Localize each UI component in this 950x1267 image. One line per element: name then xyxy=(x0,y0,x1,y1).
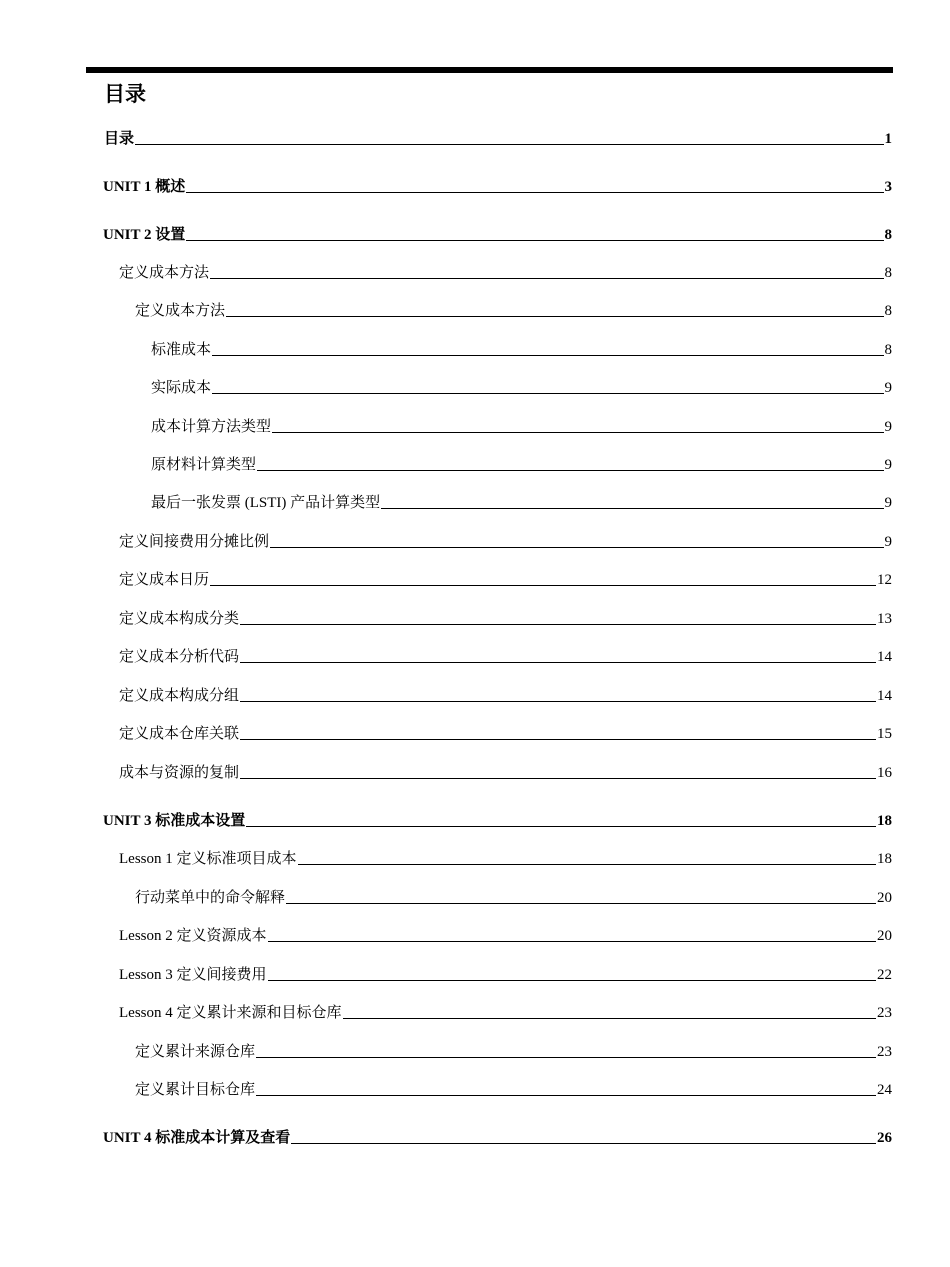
toc-entry-title: Lesson 2 定义资源成本 xyxy=(119,928,267,944)
toc-entry-title: UNIT 2 设置 xyxy=(103,227,186,243)
toc-entry-title: 定义成本分析代码 xyxy=(119,649,240,665)
toc-entry-title: Lesson 3 定义间接费用 xyxy=(119,967,267,983)
toc-entry-title: 定义成本仓库关联 xyxy=(119,726,240,742)
toc-entry-title: 定义成本方法 xyxy=(135,303,226,319)
toc-entry-page: 3 xyxy=(884,179,892,195)
toc-entry-page: 26 xyxy=(877,1130,892,1146)
toc-entry[interactable] xyxy=(103,224,892,244)
toc-entry-page: 8 xyxy=(884,303,892,319)
toc-leader xyxy=(210,585,876,586)
toc-leader xyxy=(240,778,876,779)
toc-entry-title: 成本计算方法类型 xyxy=(151,419,272,435)
toc-entry-title: 定义成本构成分组 xyxy=(119,688,240,704)
toc-leader xyxy=(268,980,877,981)
toc-entry-title: UNIT 3 标准成本设置 xyxy=(103,813,246,829)
toc-leader xyxy=(186,192,883,193)
toc-entry[interactable] xyxy=(119,723,892,743)
toc-entry-page: 14 xyxy=(877,688,892,704)
toc-leader xyxy=(298,864,877,865)
toc-entry-page: 24 xyxy=(877,1082,892,1098)
toc-leader xyxy=(212,355,883,356)
toc-entry[interactable] xyxy=(119,685,892,705)
toc-heading: 目录 xyxy=(104,82,146,106)
toc-entry-page: 15 xyxy=(877,726,892,742)
toc-entry-page: 23 xyxy=(877,1044,892,1060)
toc-entry[interactable] xyxy=(119,762,892,782)
toc-entry-page: 16 xyxy=(877,765,892,781)
toc-entry-page: 20 xyxy=(877,928,892,944)
toc-leader xyxy=(343,1018,877,1019)
toc-entry[interactable] xyxy=(119,646,892,666)
toc-entry-title: 实际成本 xyxy=(151,380,212,396)
toc-entry[interactable] xyxy=(135,300,892,320)
toc-leader xyxy=(240,662,876,663)
top-rule xyxy=(86,67,893,73)
toc-leader xyxy=(240,739,876,740)
toc-entry[interactable] xyxy=(151,377,892,397)
toc-entry-title: 定义累计目标仓库 xyxy=(135,1082,256,1098)
toc-entry-page: 14 xyxy=(877,649,892,665)
toc-entry-page: 9 xyxy=(884,380,892,396)
toc-entry[interactable] xyxy=(135,887,892,907)
toc-entry-title: 原材料计算类型 xyxy=(151,457,257,473)
toc-entry[interactable] xyxy=(119,964,892,984)
toc-entry-title: UNIT 1 概述 xyxy=(103,179,186,195)
toc-entry-page: 9 xyxy=(884,419,892,435)
toc-entry-page: 9 xyxy=(884,495,892,511)
toc-entry-page: 8 xyxy=(884,342,892,358)
toc-entry[interactable] xyxy=(119,848,892,868)
toc-entry-title: 成本与资源的复制 xyxy=(119,765,240,781)
toc-leader xyxy=(186,240,883,241)
toc-leader xyxy=(135,144,883,145)
toc-entry[interactable] xyxy=(151,454,892,474)
toc-entry-title: 定义累计来源仓库 xyxy=(135,1044,256,1060)
toc-leader xyxy=(256,1057,876,1058)
toc-leader xyxy=(212,393,883,394)
toc-leader xyxy=(246,826,876,827)
toc-entry-page: 1 xyxy=(884,131,892,147)
toc-entry-title: Lesson 1 定义标准项目成本 xyxy=(119,851,297,867)
toc-leader xyxy=(268,941,877,942)
toc-leader xyxy=(286,903,876,904)
toc-entry[interactable] xyxy=(151,492,892,512)
toc-entry[interactable] xyxy=(119,1002,892,1022)
toc-entry-page: 8 xyxy=(884,265,892,281)
toc-entry-title: 目录 xyxy=(104,131,135,147)
toc-entry-title: UNIT 4 标准成本计算及查看 xyxy=(103,1130,291,1146)
toc-entry-page: 18 xyxy=(877,851,892,867)
toc-entry-title: 最后一张发票 (LSTI) 产品计算类型 xyxy=(151,495,381,511)
toc-entry[interactable] xyxy=(103,810,892,830)
toc-entry[interactable] xyxy=(151,416,892,436)
toc-entry-page: 23 xyxy=(877,1005,892,1021)
toc-entry[interactable] xyxy=(151,339,892,359)
toc-entry-page: 13 xyxy=(877,611,892,627)
toc-entry-title: 行动菜单中的命令解释 xyxy=(135,890,286,906)
toc-entry[interactable] xyxy=(119,569,892,589)
toc-leader xyxy=(381,508,883,509)
toc-entry[interactable] xyxy=(119,925,892,945)
toc-leader xyxy=(210,278,883,279)
toc-entry[interactable] xyxy=(104,128,892,148)
toc-entry-title: Lesson 4 定义累计来源和目标仓库 xyxy=(119,1005,342,1021)
toc-entry-page: 9 xyxy=(884,457,892,473)
toc-entry[interactable] xyxy=(119,531,892,551)
toc-leader xyxy=(272,432,883,433)
toc-entry-page: 9 xyxy=(884,534,892,550)
toc-entry-title: 定义成本构成分类 xyxy=(119,611,240,627)
toc-entry-page: 18 xyxy=(877,813,892,829)
toc-entry[interactable] xyxy=(119,608,892,628)
toc-entry-title: 标准成本 xyxy=(151,342,212,358)
toc-entry-title: 定义成本方法 xyxy=(119,265,210,281)
toc-entry-title: 定义成本日历 xyxy=(119,572,210,588)
toc-entry[interactable] xyxy=(103,176,892,196)
toc-leader xyxy=(257,470,883,471)
toc-leader xyxy=(256,1095,876,1096)
toc-entry-page: 20 xyxy=(877,890,892,906)
toc-entry[interactable] xyxy=(135,1041,892,1061)
toc-leader xyxy=(270,547,883,548)
toc-entry-title: 定义间接费用分摊比例 xyxy=(119,534,270,550)
toc-entry[interactable] xyxy=(135,1079,892,1099)
toc-leader xyxy=(240,624,876,625)
toc-leader xyxy=(240,701,876,702)
toc-entry[interactable] xyxy=(119,262,892,282)
toc-leader xyxy=(226,316,883,317)
toc-entry-page: 8 xyxy=(884,227,892,243)
toc-leader xyxy=(291,1143,876,1144)
toc-entry-page: 12 xyxy=(877,572,892,588)
toc-entry-page: 22 xyxy=(877,967,892,983)
toc-entry[interactable] xyxy=(103,1127,892,1147)
